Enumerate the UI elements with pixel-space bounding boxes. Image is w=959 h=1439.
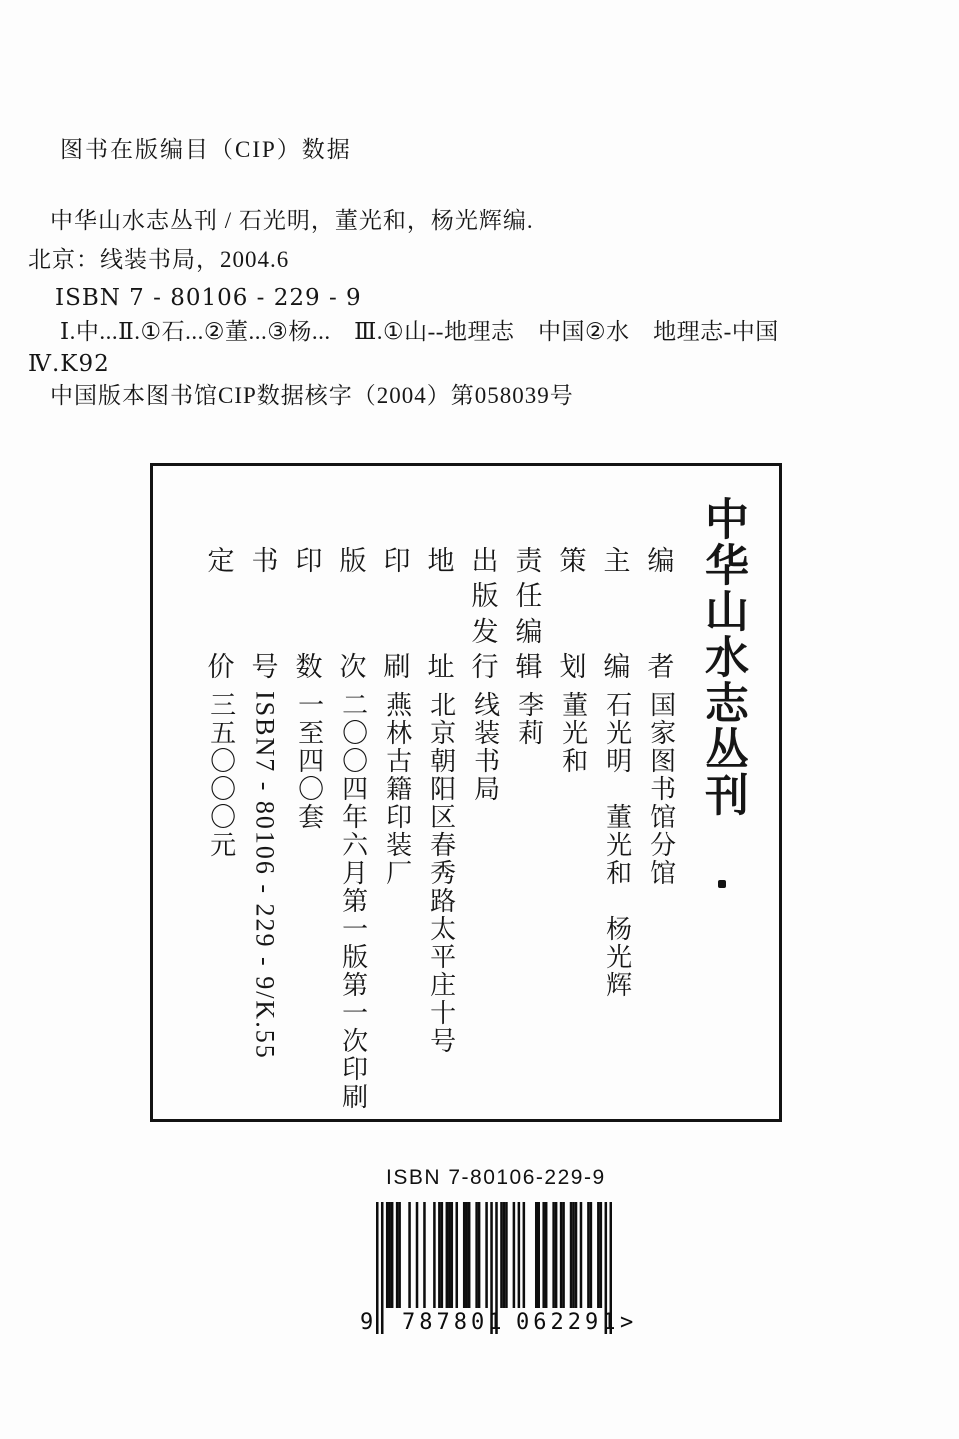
barcode-isbn-text: ISBN 7-80106-229-9 bbox=[386, 1166, 606, 1189]
colophon-box bbox=[150, 463, 782, 1122]
colophon-title: 中华山水志丛刊 bbox=[698, 496, 747, 818]
entry-editor bbox=[639, 496, 683, 1119]
barcode-section bbox=[358, 1166, 648, 1346]
entry-label: 编 者 bbox=[647, 546, 675, 682]
entry-value: 李莉 bbox=[514, 691, 544, 747]
entry-managing-editor bbox=[507, 496, 551, 1119]
entry-label: 印 数 bbox=[295, 546, 323, 682]
barcode-digits-right: 062291 bbox=[516, 1310, 620, 1335]
colophon-columns bbox=[153, 466, 779, 1119]
entry-printer bbox=[375, 496, 419, 1119]
cip-title-line: 中华山水志丛刊 / 石光明，董光和，杨光辉编. bbox=[50, 208, 534, 233]
cip-isbn-line: ISBN 7 - 80106 - 229 - 9 bbox=[55, 285, 362, 311]
entry-book-number bbox=[243, 496, 287, 1119]
entry-label: 策 划 bbox=[559, 546, 587, 682]
entry-label: 出 版 发 行 bbox=[471, 546, 499, 682]
entry-address bbox=[419, 496, 463, 1119]
entry-label: 印 刷 bbox=[383, 546, 411, 682]
entry-edition bbox=[331, 496, 375, 1119]
entry-value: 北京朝阳区春秀路太平庄十号 bbox=[426, 691, 456, 1055]
cip-block bbox=[28, 134, 940, 424]
entry-value: 一至四〇套 bbox=[294, 691, 324, 831]
entry-label: 主 编 bbox=[603, 546, 631, 682]
entry-value: 董光和 bbox=[558, 691, 588, 775]
entry-label: 版 次 bbox=[339, 546, 367, 682]
title-dot bbox=[718, 880, 726, 888]
barcode-digit-first: 9 bbox=[360, 1310, 378, 1335]
cip-publisher-line: 北京：线装书局，2004.6 bbox=[28, 247, 290, 272]
entry-value: 线装书局 bbox=[470, 691, 500, 803]
cip-class-number-line: Ⅳ.K92 bbox=[28, 351, 110, 377]
entry-publisher bbox=[463, 496, 507, 1119]
barcode-quiet-zone-mark: > bbox=[620, 1310, 638, 1335]
entry-value: 国家图书馆分馆 bbox=[646, 691, 676, 887]
entry-value: 石光明 董光和 杨光辉 bbox=[602, 691, 632, 999]
colophon-title-column bbox=[683, 496, 761, 1119]
barcode-digits bbox=[358, 1310, 648, 1340]
entry-planner bbox=[551, 496, 595, 1119]
entry-label: 定 价 bbox=[207, 546, 235, 682]
cip-classification-line: Ⅰ.中...Ⅱ.①石...②董...③杨... Ⅲ.①山--地理志 中国②水 地理志-中国 bbox=[60, 319, 779, 344]
entry-label: 书 号 bbox=[251, 546, 279, 682]
barcode-digits-left: 787801 bbox=[402, 1310, 506, 1335]
cip-heading: 图书在版编目（CIP）数据 bbox=[60, 137, 352, 162]
entry-value: 二〇〇四年六月第一版第一次印刷 bbox=[338, 691, 368, 1111]
entry-value: 燕林古籍印装厂 bbox=[382, 691, 412, 887]
entry-label: 地 址 bbox=[427, 546, 455, 682]
entry-chief-editor bbox=[595, 496, 639, 1119]
entry-label: 责 任 编 辑 bbox=[515, 546, 543, 682]
entry-value: ISBN7 - 80106 - 229 - 9/K.55 bbox=[250, 691, 280, 1060]
entry-value: 三五〇〇〇元 bbox=[206, 691, 236, 859]
entry-print-run bbox=[287, 496, 331, 1119]
entry-price bbox=[199, 496, 243, 1119]
cip-record-number-line: 中国版本图书馆CIP数据核字（2004）第058039号 bbox=[50, 383, 574, 408]
